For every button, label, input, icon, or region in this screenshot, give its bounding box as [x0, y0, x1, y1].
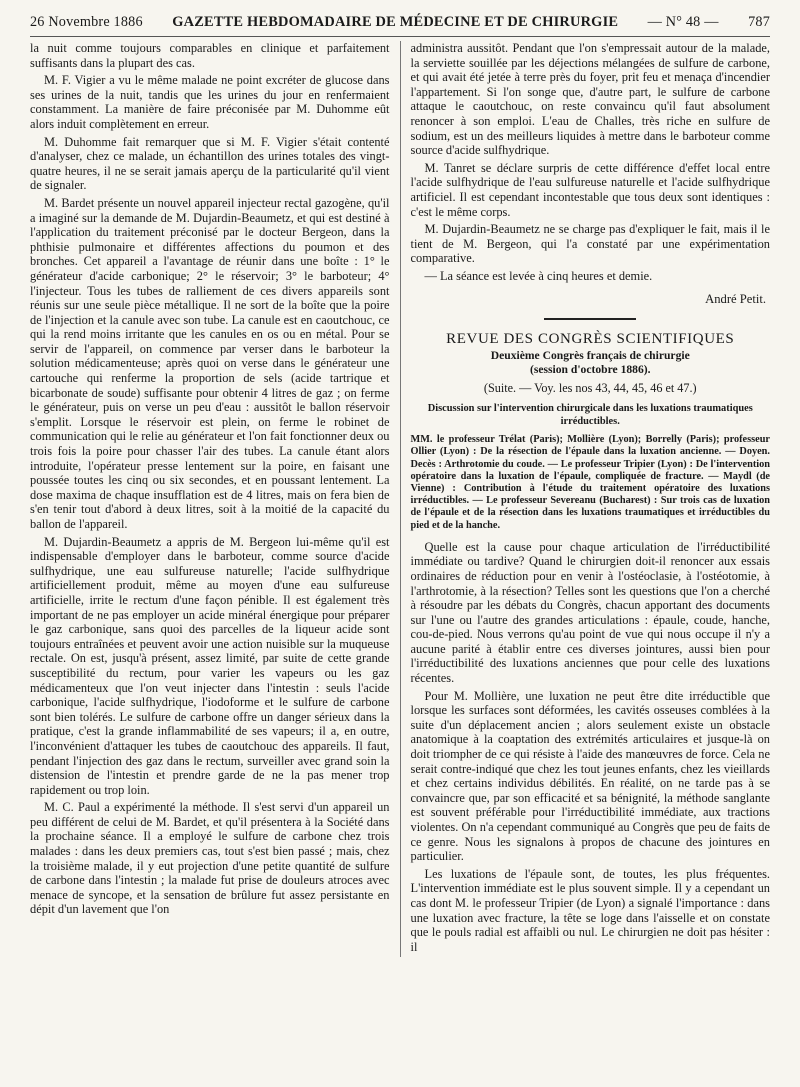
journal-title: GAZETTE HEBDOMADAIRE DE MÉDECINE ET DE CHIRURGIE [172, 14, 619, 30]
running-header [30, 6, 770, 37]
two-column-body [30, 41, 770, 957]
paragraph: M. Tanret se déclare surpris de cette différence d'effet local entre l'acide sulfhydrique de l'eau sulfureuse naturelle et l'acide sulfhydrique artificiel. Il est cependant incontestable que tous deux sont identiques : c'est le même corps. [410, 160, 770, 219]
paragraph: — La séance est levée à cinq heures et demie. [424, 268, 653, 283]
paragraph: M. Dujardin-Beaumetz a appris de M. Bergeon lui-même qu'il est indispensable d'employer dans le barboteur, comme source d'acide sulfhydrique, une eau sulfureuse naturelle; l'acide sulfhydrique artificiellement produit, même au moyen d'une eau sulfureuse artificielle, irrite le rectum d'une façon pénible. Il est également très important de ne pas employer un acide minéral énergique pour préparer le gaz carbonique, sans quoi des parcelles de la liqueur acide sont toujours entraînées et peuvent avoir une action nuisible sur la muqueuse rectale. On est, jusqu'à présent, assez limité, par suite de cette grande susceptibilité du rectum, pour varier les vapeurs ou les gaz médicamenteux que l'on veut injecter dans l'intestin : seuls l'acide carbonique, l'acide sulfhydrique, l'iodoforme et le sulfure de carbone sont bien tolérés. Le sulfure de carbone offre un danger sérieux dans la pratique, c'est la grande inflammabilité de ses vapeurs; il a, en outre, l'inconvénient d'attaquer les tubes de caoutchouc des appareils. Il faut, pendant l'injection des gaz dans le rectum, surveiller avec grand soin la distension de l'intestin et prendre garde de ne la pas mener trop rapidement ou trop loin. [30, 534, 390, 797]
section-session: (session d'octobre 1886). [529, 362, 651, 376]
section-title: REVUE DES CONGRÈS SCIENTIFIQUES [446, 331, 735, 348]
paragraph: M. F. Vigier a vu le même malade ne point excréter de glucose dans ses urines de la nuit, tandis que les urines du jour en renfermaient constamment. La manière de faire préconisée par M. Duhomme eût alors induit complètement en erreur. [30, 73, 390, 131]
issue-number: — N° 48 — [647, 14, 719, 30]
page-number: 787 [748, 14, 770, 30]
paragraph: M. Bardet présente un nouvel appareil injecteur rectal gazogène, qu'il a imaginé sur la demande de M. Dujardin-Beaumetz, et qui est destiné à l'application du traitement préconisé par le docteur Bergeon, dans la phthisie pulmonaire et différentes affections du poumon et des bronches. Cet appareil a l'avantage de réunir dans une boîte : 1° le générateur d'acide carbonique; 2° le réservoir; 3° le barboteur; 4° l'injecteur. Tous les tubes de ralliement de ces divers appareils sont réunis sur une seule pièce métallique. Il ne sort de la boîte que la poire de l'injection et la canule avec son tube. La canule est en caoutchouc, ce qui la rend moins irritante que les canules en os ou en métal. Pour se servir de l'appareil, on commence par verser dans le barboteur la solution médicamenteuse; après quoi on verse dans le générateur une cartouche qui renferme la proportion de sels (acide tartrique et bicarbonate de soude) suffisante pour obtenir 4 litres de gaz ; on ferme le générateur, puis on verse un peu d'eau : aussitôt le ballon réservoir s'emplit. Lorsque le réservoir est plein, on ferme le robinet de communication qui le relie au générateur et l'on fait fonctionner deux ou trois fois la poire pour chasser l'air des tubes. La canule étant alors introduite, l'opérateur presse lentement sur la poire, en faisant une poussée toutes les cinq ou six secondes, et en poussant lentement. La dose maxima de chaque insufflation est de 4 litres, mais on fera bien de s'en tenir tout d'abord à deux litres, soit à la moitié de la capacité du ballon de l'appareil. [30, 195, 390, 531]
left-column [30, 41, 401, 957]
discussion-title: Discussion sur l'intervention chirurgicale dans les luxations traumatiques irréductibles. [427, 403, 753, 427]
header-date: 26 Novembre 1886 [30, 14, 143, 30]
paragraph: M. Dujardin-Beaumetz ne se charge pas d'expliquer le fait, mais il le tient de M. Bergeon, qui l'a constaté par une expérimentation comparative. [410, 222, 770, 266]
right-column [401, 41, 771, 957]
section-divider [544, 318, 636, 320]
paragraph: Quelle est la cause pour chaque articulation de l'irréductibilité immédiate ou tardive? Quand le chirurgien doit-il renoncer aux essais ordinaires de réduction pour en venir à l'ostéoclasie, à l'ostéotomie, à l'arthrotomie, à la résection? Telles sont les questions que l'on a cherché à résoudre par les débats du Congrès, chacun apportant des documents sur l'une ou l'autre des grandes articulations : épaule, coude, hanche, cou-de-pied. Nous verrons qu'au point de vue qui nous occupe il n'y a aucune parité à établir entre ces diverses jointures, aussi bien pour l'irréductibilité des luxations anciennes que pour celle des luxations récentes. [410, 539, 770, 686]
paragraph: Pour M. Mollière, une luxation ne peut être dite irréductible que lorsque les surfaces sont déformées, les cavités osseuses comblées à la suite d'un déplacement ancien ; alors seulement existe un obstacle anatomique à la coaptation des extrémités articulaires et jusque-là on doit triompher de ce qui résiste à l'aide des manœuvres de force. Cela ne serait contre-indiqué que chez les tout jeunes enfants, chez les vieillards et chez certains individus débilités. En réalité, on ne tarde pas à se convaincre que, par son efficacité et sa bénignité, la méthode sanglante est souvent préférable pour l'irréductibilité immédiate, aux tractions violentes. On n'a cependant communiqué au Congrès que peu de faits de ce genre. Nous les signalons à propos de chacune des jointures en particulier. [410, 688, 770, 864]
paragraph: Les luxations de l'épaule sont, de toutes, les plus fréquentes. L'intervention immédiate est le plus souvent simple. Il y a cependant un cas dont M. le professeur Tripier (de Lyon) a signalé l'importance : dans une luxation avec fracture, la tête se loge dans l'aisselle et on constate que le pouls radial est affaibli ou nul. Le chirurgien ne doit pas hésiter : il [410, 866, 770, 954]
paragraph: M. C. Paul a expérimenté la méthode. Il s'est servi d'un appareil un peu différent de celui de M. Bardet, et qu'il présentera à la Société dans la prochaine séance. Il a employé le sulfure de carbone chez trois malades : dans les deux premiers cas, tout s'est bien passé ; mais, chez la troisième malade, il y eut projection d'une petite quantité de sulfure de carbone dans l'intestin ; la malade fut prise de douleurs atroces avec menace de syncope, et la sensation de brûlure fut assez persistante en dépit d'un lavement que l'on [30, 800, 390, 917]
section-subtitle: Deuxième Congrès français de chirurgie [490, 348, 690, 362]
author-signature: André Petit. [705, 291, 766, 306]
section-suite-note: (Suite. — Voy. les nos 43, 44, 45, 46 et 47.) [483, 380, 697, 395]
paragraph: administra aussitôt. Pendant que l'on s'empressait autour de la malade, la serviette souillée par les déjections mélangées de sulfure de carbone, et qui avait été jetée à terre près du foyer, prit feu et menaça d'incendier l'appartement. Si l'on songe que, d'autre part, le sulfure de carbone attaque le caoutchouc, on reste convaincu qu'il faut absolument renoncer à son emploi. L'eau de Challes, très riche en sulfure de sodium, est un des meilleurs liquides à mettre dans le barboteur comme source d'acide sulfhydrique. [410, 41, 770, 158]
speakers-list: MM. le professeur Trélat (Paris); Mollière (Lyon); Borrelly (Paris); professeur Ollier (Lyon) : De la résection de l'épaule dans la luxation ancienne. — Doyen. Decès : Arthrotomie du coude. — Le professeur Tripier (Lyon) : De l'intervention opératoire dans la luxation de l'épaule, compliquée de fracture. — Maydl (de Vienne) : Contribution à l'étude du traitement opératoire des luxations irréductibles. — Le professeur Severeanu (Bucharest) : Sur trois cas de luxation de l'épaule et de la résection dans les luxations traumatiques et irréductibles du pied et de la hanche. [410, 434, 770, 531]
paragraph: M. Duhomme fait remarquer que si M. F. Vigier s'était contenté d'analyser, chez ce malade, un échantillon des urines totales des vingt-quatre heures, il ne se serait jamais aperçu de la particularité qu'il vient de signaler. [30, 134, 390, 193]
paragraph: la nuit comme toujours comparables en clinique et parfaitement suffisants dans la plupart des cas. [30, 41, 390, 70]
